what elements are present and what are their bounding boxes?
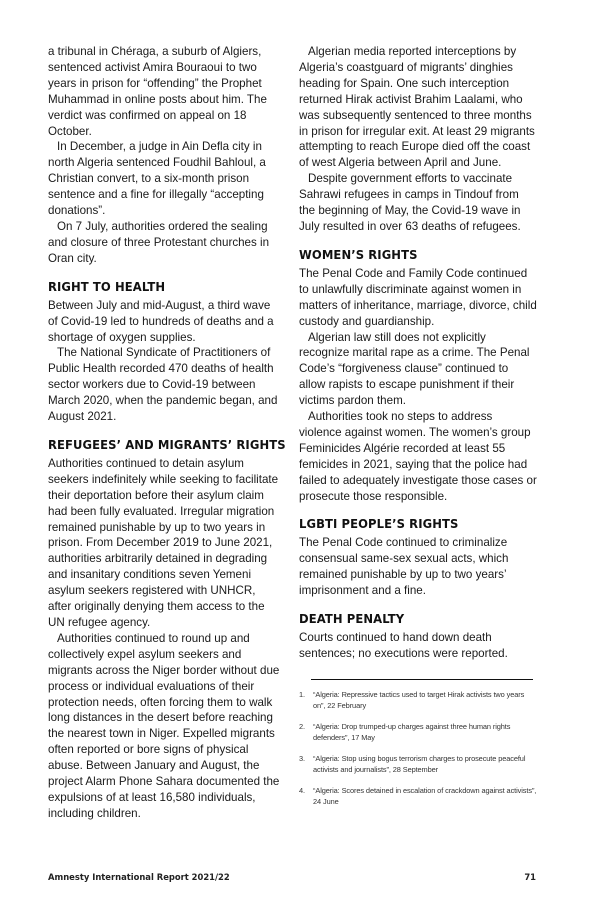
footnote-link[interactable]: “Algeria: Drop trumped-up charges against three human rights defenders”, 17 May: [313, 721, 511, 743]
body-paragraph: Algerian law still does not explicitly recognize marital rape as a crime. The Penal Code’s “forgiveness clause” continued to allow rapists to escape punishment if their victims pardon them.: [299, 330, 530, 408]
footnote-item: [299, 785, 537, 808]
right-column: [299, 44, 537, 817]
page-footer: [48, 872, 536, 882]
footnote-number: 1.: [299, 689, 305, 699]
section-heading-right-to-health: RIGHT TO HEALTH: [48, 278, 166, 294]
body-paragraph: In December, a judge in Ain Defla city in north Algeria sentenced Foudhil Bahloul, a Christian convert, to a six-month prison sentence and a fine for illegally “accepting donations”.: [48, 140, 266, 218]
footnote-link[interactable]: “Algeria: Stop using bogus terrorism charges to prosecute peaceful activists and journalists”, 28 September: [313, 753, 526, 775]
body-paragraph: Authorities continued to detain asylum seekers indefinitely while seeking to facilitate their deportation before their asylum claim had been fully evaluated. Irregular migration remained punishable by up to two years in prison. From December 2019 to June 2021, authorities arbitrarily detained in degrading and insanitary conditions seven Yemeni asylum seekers registered with UNHCR, after originally denying them access to the UN refugee agency.: [48, 456, 279, 629]
footnote-number: 3.: [299, 753, 305, 763]
publication-title: Amnesty International Report 2021/22: [48, 872, 230, 882]
body-paragraph: Authorities took no steps to address violence against women. The women’s group Feminicides Algérie recorded at least 55 femicides in 2021, saying that the police had failed to adequately investigate those cases or prosecute those responsible.: [299, 410, 537, 503]
body-paragraph: Authorities continued to round up and collectively expel asylum seekers and migrants across the Niger border without due process or individual evaluations of their protection needs, often forcing them to walk long distances in the desert before reaching the nearest town in Niger. Expelled migrants often reported or bore signs of physical abuse. Between January and August, the project Alarm Phone Sahara documented the expulsions of at least 16,580 individuals, including children.: [48, 631, 280, 820]
section-heading-death-penalty: DEATH PENALTY: [299, 611, 405, 627]
left-column: [48, 44, 286, 822]
section-heading-refugees-migrants: REFUGEES’ AND MIGRANTS’ RIGHTS: [48, 436, 286, 452]
body-paragraph: The Penal Code continued to criminalize consensual same-sex sexual acts, which remained punishable by up to two years’ imprisonment and a fine.: [299, 536, 509, 598]
footnote-link[interactable]: “Algeria: Scores detained in escalation of crackdown against activists”, 24 June: [313, 785, 537, 807]
footnote-item: [299, 689, 537, 712]
body-paragraph: The Penal Code and Family Code continued to unlawfully discriminate against women in matters of inheritance, marriage, divorce, child custody and guardianship.: [299, 266, 537, 328]
body-paragraph: Despite government efforts to vaccinate Sahrawi refugees in camps in Tindouf from the beginning of May, the Covid-19 wave in July resulted in over 63 deaths of refugees.: [299, 172, 521, 233]
body-paragraph: a tribunal in Chéraga, a suburb of Algiers, sentenced activist Amira Bouraoui to two years in prison for “offending” the Prophet Muhammad in online posts about him. The verdict was confirmed on appeal on 18 October.: [48, 45, 267, 138]
body-paragraph: On 7 July, authorities ordered the sealing and closure of three Protestant churches in Oran city.: [48, 219, 270, 265]
section-heading-lgbti-rights: LGBTI PEOPLE’S RIGHTS: [299, 516, 459, 532]
footnote-item: [299, 753, 537, 776]
footnote-number: 4.: [299, 785, 305, 795]
body-paragraph: Courts continued to hand down death sentences; no executions were reported.: [299, 631, 508, 660]
footnote-divider: [311, 679, 533, 680]
section-heading-womens-rights: WOMEN’S RIGHTS: [299, 246, 418, 262]
body-paragraph: Algerian media reported interceptions by Algeria’s coastguard of migrants’ dinghies heading for Spain. One such interception returned Hirak activist Brahim Laalami, who was subsequently sentenced to three months in prison for irregular exit. At least 29 migrants attempting to reach Europe died off the coast of west Algeria between April and June.: [299, 45, 535, 170]
footnote-link[interactable]: “Algeria: Repressive tactics used to target Hirak activists two years on”, 22 February: [313, 689, 525, 711]
body-paragraph: The National Syndicate of Practitioners of Public Health recorded 470 deaths of health sector workers due to Covid-19 between March 2020, when the pandemic began, and August 2021.: [48, 346, 278, 424]
footnote-number: 2.: [299, 721, 305, 731]
page-number: 71: [524, 872, 536, 882]
footnotes-list: [299, 689, 537, 808]
body-paragraph: Between July and mid-August, a third wave of Covid-19 led to hundreds of deaths and a shortage of oxygen supplies.: [48, 298, 274, 344]
footnote-item: [299, 721, 537, 744]
